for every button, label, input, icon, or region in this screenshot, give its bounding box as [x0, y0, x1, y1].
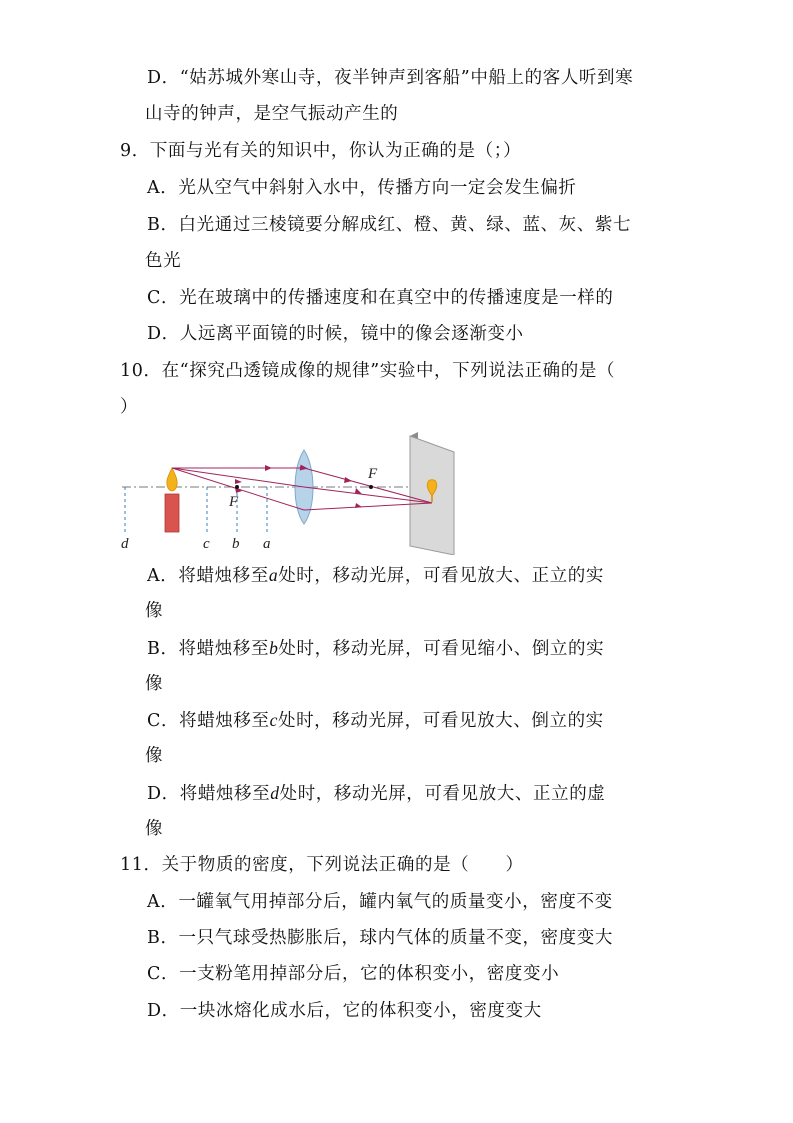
q11-option-a: A．一罐氧气用掉部分后，罐内氧气的质量变小，密度不变 — [147, 892, 613, 912]
focal-point-left — [235, 485, 239, 489]
convex-lens-diagram — [112, 430, 462, 555]
q11-stem: 11．关于物质的密度，下列说法正确的是（ ） — [120, 855, 524, 875]
candle-icon — [165, 494, 179, 532]
mark-label-a: a — [263, 536, 271, 552]
q10-option-c-line2: 像 — [145, 746, 164, 766]
q10-option-d-line2: 像 — [145, 819, 164, 839]
q10-option-a-line2: 像 — [145, 601, 164, 621]
focus-label-left: F — [229, 494, 239, 510]
q10-option-d-line1: D．将蜡烛移至d处时，移动光屏，可看见放大、正立的虚 — [147, 783, 606, 804]
q9-option-c: C．光在玻璃中的传播速度和在真空中的传播速度是一样的 — [147, 288, 614, 308]
q10-option-c-line1: C．将蜡烛移至c处时，移动光屏，可看见放大、倒立的实 — [147, 710, 604, 731]
q8-option-d-line2: 山寺的钟声，是空气振动产生的 — [145, 104, 399, 124]
mark-label-c: c — [203, 536, 210, 552]
q10-option-b-line2: 像 — [145, 674, 164, 694]
q11-option-b: B．一只气球受热膨胀后，球内气体的质量不变，密度变大 — [147, 928, 613, 948]
q10-option-a-line1: A．将蜡烛移至a处时，移动光屏，可看见放大、正立的实 — [147, 565, 605, 586]
focal-point-right — [369, 485, 373, 489]
q10-option-c-var: c — [269, 710, 278, 730]
q9-option-b-line1: B．白光通过三棱镜要分解成红、橙、黄、绿、蓝、灰、紫七 — [147, 215, 632, 235]
mark-label-b: b — [232, 536, 240, 552]
focus-label-right: F — [368, 466, 378, 482]
q10-option-a-var: a — [268, 565, 279, 585]
q9-option-a: A．光从空气中斜射入水中，传播方向一定会发生偏折 — [147, 178, 577, 198]
q10-stem-line2: ） — [120, 397, 139, 417]
q10-option-b-var: b — [269, 638, 279, 658]
mark-label-d: d — [121, 536, 129, 552]
flame-icon — [167, 468, 177, 491]
q10-option-b-line1: B．将蜡烛移至b处时，移动光屏，可看见缩小、倒立的实 — [147, 638, 605, 659]
q9-option-d: D．人远离平面镜的时候，镜中的像会逐渐变小 — [147, 324, 524, 344]
q9-option-b-line2: 色光 — [145, 251, 182, 271]
q11-option-c: C．一支粉笔用掉部分后，它的体积变小，密度变小 — [147, 964, 560, 984]
q10-stem-line1: 10．在“探究凸透镜成像的规律”实验中，下列说法正确的是（ — [120, 361, 616, 381]
q10-option-d-var: d — [270, 783, 280, 803]
q8-option-d-line1: D．“姑苏城外寒山寺，夜半钟声到客船”中船上的客人听到寒 — [147, 68, 634, 88]
q11-option-d: D．一块冰熔化成水后，它的体积变小，密度变大 — [147, 1001, 542, 1021]
q9-stem: 9．下面与光有关的知识中，你认为正确的是（；） — [120, 141, 522, 161]
